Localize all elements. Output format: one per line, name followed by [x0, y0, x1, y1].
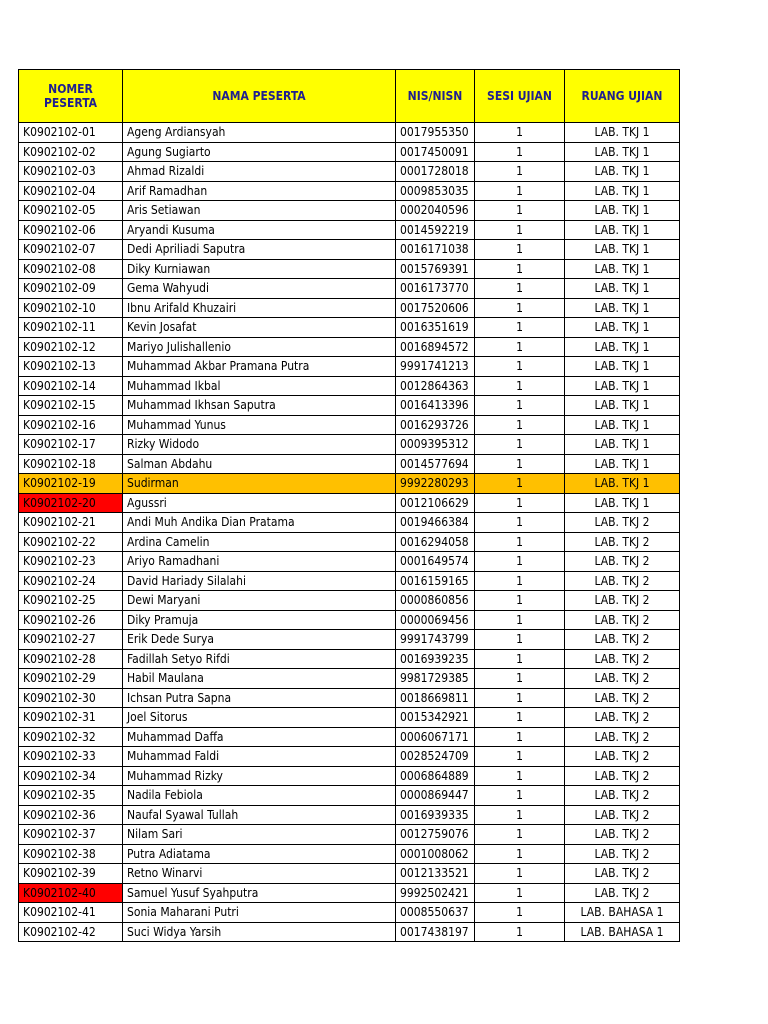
cell-ruang-ujian: LAB. TKJ 2 — [565, 669, 680, 689]
cell-nis-nisn: 0009395312 — [396, 435, 475, 455]
table-row — [19, 415, 680, 435]
cell-nis-nisn: 0012106629 — [396, 493, 475, 513]
cell-sesi-ujian: 1 — [475, 747, 565, 767]
cell-sesi-ujian: 1 — [475, 922, 565, 942]
cell-nis-nisn: 0001728018 — [396, 162, 475, 182]
cell-ruang-ujian: LAB. TKJ 1 — [565, 181, 680, 201]
cell-nama-peserta: Erik Dede Surya — [123, 630, 396, 650]
table-row — [19, 571, 680, 591]
cell-nama-peserta: Gema Wahyudi — [123, 279, 396, 299]
participant-table — [18, 69, 680, 942]
cell-nis-nisn: 0016159165 — [396, 571, 475, 591]
cell-ruang-ujian: LAB. TKJ 2 — [565, 532, 680, 552]
cell-nama-peserta: Ichsan Putra Sapna — [123, 688, 396, 708]
cell-sesi-ujian: 1 — [475, 123, 565, 143]
cell-sesi-ujian: 1 — [475, 610, 565, 630]
cell-ruang-ujian: LAB. TKJ 1 — [565, 415, 680, 435]
cell-nama-peserta: Muhammad Daffa — [123, 727, 396, 747]
cell-nomer-peserta: K0902102-40 — [19, 883, 123, 903]
cell-nis-nisn: 0016894572 — [396, 337, 475, 357]
cell-nama-peserta: Muhammad Rizky — [123, 766, 396, 786]
table-row — [19, 259, 680, 279]
cell-ruang-ujian: LAB. TKJ 1 — [565, 376, 680, 396]
cell-sesi-ujian: 1 — [475, 571, 565, 591]
cell-ruang-ujian: LAB. TKJ 2 — [565, 552, 680, 572]
table-row — [19, 688, 680, 708]
table-row — [19, 747, 680, 767]
cell-nomer-peserta: K0902102-10 — [19, 298, 123, 318]
cell-nomer-peserta: K0902102-41 — [19, 903, 123, 923]
cell-ruang-ujian: LAB. TKJ 2 — [565, 766, 680, 786]
cell-ruang-ujian: LAB. TKJ 1 — [565, 142, 680, 162]
table-row — [19, 922, 680, 942]
cell-nis-nisn: 0016413396 — [396, 396, 475, 416]
cell-nama-peserta: Arif Ramadhan — [123, 181, 396, 201]
cell-ruang-ujian: LAB. TKJ 1 — [565, 454, 680, 474]
cell-nama-peserta: Salman Abdahu — [123, 454, 396, 474]
cell-nomer-peserta: K0902102-39 — [19, 864, 123, 884]
table-row — [19, 708, 680, 728]
cell-ruang-ujian: LAB. TKJ 2 — [565, 708, 680, 728]
cell-nomer-peserta: K0902102-38 — [19, 844, 123, 864]
cell-nomer-peserta: K0902102-37 — [19, 825, 123, 845]
cell-nomer-peserta: K0902102-14 — [19, 376, 123, 396]
cell-sesi-ujian: 1 — [475, 279, 565, 299]
cell-nis-nisn: 0015342921 — [396, 708, 475, 728]
cell-nama-peserta: Sonia Maharani Putri — [123, 903, 396, 923]
cell-sesi-ujian: 1 — [475, 493, 565, 513]
cell-nis-nisn: 0016171038 — [396, 240, 475, 260]
cell-sesi-ujian: 1 — [475, 220, 565, 240]
cell-nomer-peserta: K0902102-33 — [19, 747, 123, 767]
cell-sesi-ujian: 1 — [475, 357, 565, 377]
cell-nis-nisn: 0014592219 — [396, 220, 475, 240]
table-row — [19, 864, 680, 884]
cell-nis-nisn: 9981729385 — [396, 669, 475, 689]
cell-nama-peserta: Nadila Febiola — [123, 786, 396, 806]
table-row — [19, 610, 680, 630]
cell-nis-nisn: 0016351619 — [396, 318, 475, 338]
cell-ruang-ujian: LAB. TKJ 2 — [565, 727, 680, 747]
cell-nis-nisn: 0015769391 — [396, 259, 475, 279]
cell-nis-nisn: 9991743799 — [396, 630, 475, 650]
cell-ruang-ujian: LAB. TKJ 1 — [565, 123, 680, 143]
cell-nis-nisn: 9991741213 — [396, 357, 475, 377]
cell-nomer-peserta: K0902102-03 — [19, 162, 123, 182]
table-row — [19, 318, 680, 338]
cell-nomer-peserta: K0902102-28 — [19, 649, 123, 669]
cell-sesi-ujian: 1 — [475, 532, 565, 552]
cell-nis-nisn: 9992502421 — [396, 883, 475, 903]
cell-nomer-peserta: K0902102-27 — [19, 630, 123, 650]
cell-sesi-ujian: 1 — [475, 883, 565, 903]
cell-ruang-ujian: LAB. TKJ 1 — [565, 435, 680, 455]
cell-nomer-peserta: K0902102-09 — [19, 279, 123, 299]
cell-ruang-ujian: LAB. TKJ 2 — [565, 688, 680, 708]
cell-nama-peserta: Andi Muh Andika Dian Pratama — [123, 513, 396, 533]
cell-nomer-peserta: K0902102-25 — [19, 591, 123, 611]
cell-ruang-ujian: LAB. TKJ 2 — [565, 591, 680, 611]
cell-nis-nisn: 0016293726 — [396, 415, 475, 435]
cell-nomer-peserta: K0902102-26 — [19, 610, 123, 630]
table-row — [19, 357, 680, 377]
cell-sesi-ujian: 1 — [475, 454, 565, 474]
header-nis-nisn: NIS/NISN — [396, 70, 475, 123]
cell-nis-nisn: 0028524709 — [396, 747, 475, 767]
cell-nis-nisn: 0014577694 — [396, 454, 475, 474]
cell-nama-peserta: Naufal Syawal Tullah — [123, 805, 396, 825]
cell-nomer-peserta: K0902102-36 — [19, 805, 123, 825]
cell-sesi-ujian: 1 — [475, 805, 565, 825]
cell-nomer-peserta: K0902102-23 — [19, 552, 123, 572]
table-header — [19, 70, 680, 123]
cell-sesi-ujian: 1 — [475, 376, 565, 396]
cell-nama-peserta: Suci Widya Yarsih — [123, 922, 396, 942]
cell-nomer-peserta: K0902102-11 — [19, 318, 123, 338]
cell-nis-nisn: 9992280293 — [396, 474, 475, 494]
cell-nis-nisn: 0001008062 — [396, 844, 475, 864]
cell-nomer-peserta: K0902102-29 — [19, 669, 123, 689]
cell-nama-peserta: Habil Maulana — [123, 669, 396, 689]
cell-ruang-ujian: LAB. TKJ 1 — [565, 474, 680, 494]
cell-nis-nisn: 0019466384 — [396, 513, 475, 533]
cell-nomer-peserta: K0902102-13 — [19, 357, 123, 377]
cell-sesi-ujian: 1 — [475, 162, 565, 182]
cell-ruang-ujian: LAB. TKJ 2 — [565, 786, 680, 806]
header-nama-peserta: NAMA PESERTA — [123, 70, 396, 123]
table-row — [19, 532, 680, 552]
table-row — [19, 220, 680, 240]
cell-nis-nisn: 0008550637 — [396, 903, 475, 923]
cell-sesi-ujian: 1 — [475, 727, 565, 747]
cell-nama-peserta: Kevin Josafat — [123, 318, 396, 338]
cell-nis-nisn: 0000869447 — [396, 786, 475, 806]
cell-nomer-peserta: K0902102-18 — [19, 454, 123, 474]
cell-nis-nisn: 0016939235 — [396, 649, 475, 669]
cell-ruang-ujian: LAB. TKJ 2 — [565, 825, 680, 845]
table-row — [19, 435, 680, 455]
cell-nama-peserta: Muhammad Ikbal — [123, 376, 396, 396]
cell-nomer-peserta: K0902102-12 — [19, 337, 123, 357]
cell-nis-nisn: 0016173770 — [396, 279, 475, 299]
cell-nomer-peserta: K0902102-34 — [19, 766, 123, 786]
table-row — [19, 123, 680, 143]
table-body — [19, 123, 680, 942]
table-row — [19, 649, 680, 669]
cell-nomer-peserta: K0902102-01 — [19, 123, 123, 143]
cell-ruang-ujian: LAB. TKJ 1 — [565, 259, 680, 279]
cell-sesi-ujian: 1 — [475, 825, 565, 845]
cell-sesi-ujian: 1 — [475, 552, 565, 572]
table-row — [19, 181, 680, 201]
cell-nomer-peserta: K0902102-07 — [19, 240, 123, 260]
cell-nis-nisn: 0002040596 — [396, 201, 475, 221]
cell-nama-peserta: Aris Setiawan — [123, 201, 396, 221]
cell-nama-peserta: David Hariady Silalahi — [123, 571, 396, 591]
cell-sesi-ujian: 1 — [475, 669, 565, 689]
cell-nomer-peserta: K0902102-30 — [19, 688, 123, 708]
cell-nomer-peserta: K0902102-02 — [19, 142, 123, 162]
header-ruang-ujian: RUANG UJIAN — [565, 70, 680, 123]
cell-ruang-ujian: LAB. TKJ 2 — [565, 630, 680, 650]
table-row — [19, 630, 680, 650]
cell-nomer-peserta: K0902102-22 — [19, 532, 123, 552]
cell-nama-peserta: Samuel Yusuf Syahputra — [123, 883, 396, 903]
table-row — [19, 591, 680, 611]
cell-nama-peserta: Diky Pramuja — [123, 610, 396, 630]
cell-nis-nisn: 0001649574 — [396, 552, 475, 572]
cell-sesi-ujian: 1 — [475, 435, 565, 455]
cell-nis-nisn: 0000069456 — [396, 610, 475, 630]
cell-nis-nisn: 0012759076 — [396, 825, 475, 845]
cell-nama-peserta: Muhammad Yunus — [123, 415, 396, 435]
table-row — [19, 240, 680, 260]
cell-ruang-ujian: LAB. TKJ 2 — [565, 747, 680, 767]
table-row — [19, 805, 680, 825]
cell-nama-peserta: Ardina Camelin — [123, 532, 396, 552]
cell-nomer-peserta: K0902102-32 — [19, 727, 123, 747]
header-row — [19, 70, 680, 123]
cell-sesi-ujian: 1 — [475, 181, 565, 201]
cell-nis-nisn: 0012133521 — [396, 864, 475, 884]
cell-nis-nisn: 0018669811 — [396, 688, 475, 708]
cell-ruang-ujian: LAB. TKJ 2 — [565, 571, 680, 591]
cell-nama-peserta: Sudirman — [123, 474, 396, 494]
cell-sesi-ujian: 1 — [475, 298, 565, 318]
cell-nama-peserta: Dedi Apriliadi Saputra — [123, 240, 396, 260]
cell-ruang-ujian: LAB. TKJ 2 — [565, 513, 680, 533]
cell-nis-nisn: 0000860856 — [396, 591, 475, 611]
cell-ruang-ujian: LAB. BAHASA 1 — [565, 922, 680, 942]
cell-sesi-ujian: 1 — [475, 844, 565, 864]
cell-nama-peserta: Ariyo Ramadhani — [123, 552, 396, 572]
table-row — [19, 376, 680, 396]
cell-ruang-ujian: LAB. TKJ 1 — [565, 220, 680, 240]
cell-nis-nisn: 0017450091 — [396, 142, 475, 162]
table-row — [19, 552, 680, 572]
cell-sesi-ujian: 1 — [475, 786, 565, 806]
cell-nama-peserta: Muhammad Akbar Pramana Putra — [123, 357, 396, 377]
table-row — [19, 279, 680, 299]
cell-sesi-ujian: 1 — [475, 903, 565, 923]
cell-nomer-peserta: K0902102-19 — [19, 474, 123, 494]
cell-nomer-peserta: K0902102-21 — [19, 513, 123, 533]
cell-nomer-peserta: K0902102-24 — [19, 571, 123, 591]
table-row — [19, 903, 680, 923]
cell-nis-nisn: 0016294058 — [396, 532, 475, 552]
table-row — [19, 493, 680, 513]
cell-nis-nisn: 0009853035 — [396, 181, 475, 201]
cell-nama-peserta: Agung Sugiarto — [123, 142, 396, 162]
table-row — [19, 786, 680, 806]
table-row — [19, 454, 680, 474]
cell-nis-nisn: 0017438197 — [396, 922, 475, 942]
cell-nama-peserta: Ibnu Arifald Khuzairi — [123, 298, 396, 318]
cell-nomer-peserta: K0902102-05 — [19, 201, 123, 221]
cell-sesi-ujian: 1 — [475, 688, 565, 708]
table-row — [19, 142, 680, 162]
cell-nomer-peserta: K0902102-42 — [19, 922, 123, 942]
cell-ruang-ujian: LAB. TKJ 2 — [565, 844, 680, 864]
cell-ruang-ujian: LAB. TKJ 2 — [565, 805, 680, 825]
cell-nomer-peserta: K0902102-17 — [19, 435, 123, 455]
cell-nomer-peserta: K0902102-16 — [19, 415, 123, 435]
table-row — [19, 844, 680, 864]
cell-nama-peserta: Dewi Maryani — [123, 591, 396, 611]
table-row — [19, 513, 680, 533]
cell-ruang-ujian: LAB. BAHASA 1 — [565, 903, 680, 923]
cell-nama-peserta: Fadillah Setyo Rifdi — [123, 649, 396, 669]
cell-nis-nisn: 0017520606 — [396, 298, 475, 318]
cell-ruang-ujian: LAB. TKJ 1 — [565, 298, 680, 318]
table-row — [19, 825, 680, 845]
cell-sesi-ujian: 1 — [475, 591, 565, 611]
cell-nis-nisn: 0017955350 — [396, 123, 475, 143]
cell-sesi-ujian: 1 — [475, 766, 565, 786]
cell-ruang-ujian: LAB. TKJ 1 — [565, 279, 680, 299]
table-row — [19, 766, 680, 786]
table-row — [19, 727, 680, 747]
cell-nomer-peserta: K0902102-15 — [19, 396, 123, 416]
cell-nama-peserta: Muhammad Faldi — [123, 747, 396, 767]
cell-ruang-ujian: LAB. TKJ 1 — [565, 396, 680, 416]
cell-ruang-ujian: LAB. TKJ 1 — [565, 240, 680, 260]
cell-sesi-ujian: 1 — [475, 708, 565, 728]
cell-nis-nisn: 0006067171 — [396, 727, 475, 747]
cell-sesi-ujian: 1 — [475, 337, 565, 357]
cell-nomer-peserta: K0902102-35 — [19, 786, 123, 806]
cell-sesi-ujian: 1 — [475, 864, 565, 884]
cell-ruang-ujian: LAB. TKJ 1 — [565, 337, 680, 357]
cell-nis-nisn: 0016939335 — [396, 805, 475, 825]
cell-nomer-peserta: K0902102-31 — [19, 708, 123, 728]
cell-nama-peserta: Putra Adiatama — [123, 844, 396, 864]
cell-sesi-ujian: 1 — [475, 201, 565, 221]
cell-ruang-ujian: LAB. TKJ 1 — [565, 318, 680, 338]
cell-nama-peserta: Nilam Sari — [123, 825, 396, 845]
cell-sesi-ujian: 1 — [475, 415, 565, 435]
cell-nama-peserta: Joel Sitorus — [123, 708, 396, 728]
cell-ruang-ujian: LAB. TKJ 2 — [565, 649, 680, 669]
table-row — [19, 883, 680, 903]
cell-ruang-ujian: LAB. TKJ 2 — [565, 883, 680, 903]
cell-nama-peserta: Ahmad Rizaldi — [123, 162, 396, 182]
table-row — [19, 669, 680, 689]
cell-nis-nisn: 0006864889 — [396, 766, 475, 786]
cell-sesi-ujian: 1 — [475, 649, 565, 669]
cell-ruang-ujian: LAB. TKJ 1 — [565, 201, 680, 221]
cell-sesi-ujian: 1 — [475, 318, 565, 338]
cell-ruang-ujian: LAB. TKJ 2 — [565, 864, 680, 884]
cell-nama-peserta: Diky Kurniawan — [123, 259, 396, 279]
cell-sesi-ujian: 1 — [475, 630, 565, 650]
cell-sesi-ujian: 1 — [475, 474, 565, 494]
cell-ruang-ujian: LAB. TKJ 2 — [565, 610, 680, 630]
table-row — [19, 474, 680, 494]
table-row — [19, 298, 680, 318]
header-sesi-ujian: SESI UJIAN — [475, 70, 565, 123]
header-nomer-peserta: NOMER PESERTA — [19, 70, 123, 123]
cell-ruang-ujian: LAB. TKJ 1 — [565, 162, 680, 182]
cell-nama-peserta: Rizky Widodo — [123, 435, 396, 455]
cell-ruang-ujian: LAB. TKJ 1 — [565, 493, 680, 513]
cell-nis-nisn: 0012864363 — [396, 376, 475, 396]
cell-nomer-peserta: K0902102-08 — [19, 259, 123, 279]
cell-nomer-peserta: K0902102-20 — [19, 493, 123, 513]
cell-nama-peserta: Mariyo Julishallenio — [123, 337, 396, 357]
table-row — [19, 201, 680, 221]
cell-nama-peserta: Ageng Ardiansyah — [123, 123, 396, 143]
cell-sesi-ujian: 1 — [475, 396, 565, 416]
table-row — [19, 337, 680, 357]
cell-sesi-ujian: 1 — [475, 259, 565, 279]
cell-nama-peserta: Retno Winarvi — [123, 864, 396, 884]
table-row — [19, 162, 680, 182]
cell-nomer-peserta: K0902102-04 — [19, 181, 123, 201]
cell-nama-peserta: Aryandi Kusuma — [123, 220, 396, 240]
cell-sesi-ujian: 1 — [475, 240, 565, 260]
cell-ruang-ujian: LAB. TKJ 1 — [565, 357, 680, 377]
cell-sesi-ujian: 1 — [475, 513, 565, 533]
cell-nama-peserta: Agussri — [123, 493, 396, 513]
table-row — [19, 396, 680, 416]
cell-nomer-peserta: K0902102-06 — [19, 220, 123, 240]
cell-sesi-ujian: 1 — [475, 142, 565, 162]
cell-nama-peserta: Muhammad Ikhsan Saputra — [123, 396, 396, 416]
